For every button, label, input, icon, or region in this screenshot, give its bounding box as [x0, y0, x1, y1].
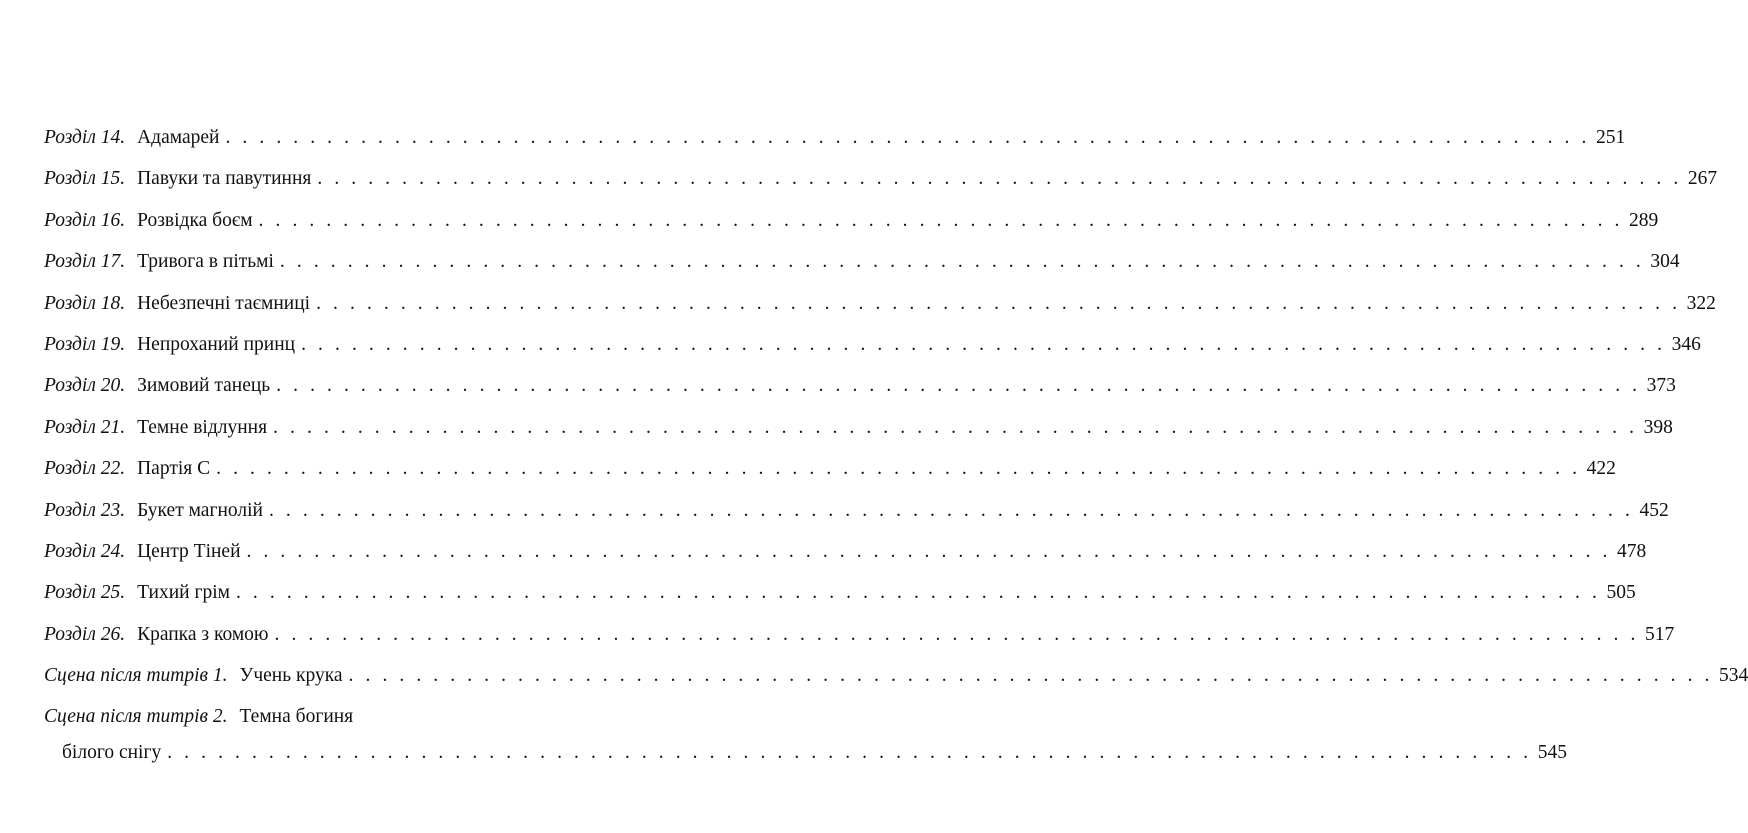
page-number: 545 — [1537, 742, 1567, 764]
chapter-label: Розділ 23. — [44, 499, 126, 521]
chapter-title: Темна богиня — [239, 706, 354, 728]
chapter-title: Крапка з комою — [137, 623, 269, 645]
chapter-label: Розділ 18. — [44, 292, 126, 314]
dot-leader: . . . . . . . . . . . . . . . . . . . . . . . . . . . . . . . . . . . . . . . . . . . . . . . . . . . . . . . . . . . . . . . . . . . . . . . . . . . . . . . . . — [268, 499, 1634, 521]
chapter-title: Павуки та павутиння — [137, 168, 312, 190]
page-number: 373 — [1646, 375, 1676, 397]
dot-leader: . . . . . . . . . . . . . . . . . . . . . . . . . . . . . . . . . . . . . . . . . . . . . . . . . . . . . . . . . . . . . . . . . . . . . . . . . . . . . . . . . — [258, 209, 1624, 231]
chapter-label: Розділ 26. — [44, 623, 126, 645]
dot-leader: . . . . . . . . . . . . . . . . . . . . . . . . . . . . . . . . . . . . . . . . . . . . . . . . . . . . . . . . . . . . . . . . . . . . . . . . . . . . . . . . . — [167, 742, 1532, 764]
chapter-title: Тихий грім — [137, 582, 230, 604]
dot-leader: . . . . . . . . . . . . . . . . . . . . . . . . . . . . . . . . . . . . . . . . . . . . . . . . . . . . . . . . . . . . . . . . . . . . . . . . . . . . . . . . . — [216, 458, 1581, 480]
chapter-label: Розділ 15. — [44, 168, 126, 190]
toc-entry — [44, 416, 1673, 459]
chapter-label: Розділ 22. — [44, 458, 126, 480]
dot-leader: . . . . . . . . . . . . . . . . . . . . . . . . . . . . . . . . . . . . . . . . . . . . . . . . . . . . . . . . . . . . . . . . . . . . . . . . . . . . . . . . . — [274, 623, 1639, 645]
page-number: 517 — [1644, 623, 1675, 645]
dot-leader: . . . . . . . . . . . . . . . . . . . . . . . . . . . . . . . . . . . . . . . . . . . . . . . . . . . . . . . . . . . . . . . . . . . . . . . . . . . . . . . . . — [246, 540, 1611, 562]
chapter-title: Учень крука — [239, 665, 343, 687]
page-number: 251 — [1595, 127, 1626, 148]
toc-entry — [44, 375, 1676, 417]
toc-entry — [44, 127, 1626, 169]
chapter-title: Центр Тіней — [137, 540, 241, 562]
toc-entry — [44, 251, 1680, 293]
dot-leader: . . . . . . . . . . . . . . . . . . . . . . . . . . . . . . . . . . . . . . . . . . . . . . . . . . . . . . . . . . . . . . . . . . . . . . . . . . . . . . . . . — [279, 251, 1645, 273]
toc-entry — [44, 540, 1647, 583]
dot-leader: . . . . . . . . . . . . . . . . . . . . . . . . . . . . . . . . . . . . . . . . . . . . . . . . . . . . . . . . . . . . . . . . . . . . . . . . . . . . . . . . . — [316, 292, 1681, 314]
chapter-label: Розділ 17. — [44, 251, 126, 273]
page-number: 304 — [1650, 251, 1680, 273]
toc-entry — [44, 706, 1567, 764]
chapter-title: Розвідка боєм — [137, 209, 253, 231]
dot-leader: . . . . . . . . . . . . . . . . . . . . . . . . . . . . . . . . . . . . . . . . . . . . . . . . . . . . . . . . . . . . . . . . . . . . . . . . . . . . . . . . . — [235, 582, 1601, 604]
page-number: 452 — [1639, 499, 1669, 521]
toc-entry — [44, 458, 1616, 500]
chapter-title: Адамарей — [137, 127, 220, 148]
page-number: 322 — [1686, 292, 1716, 314]
page-number: 289 — [1629, 209, 1659, 231]
page-number: 534 — [1719, 665, 1748, 687]
toc-entry — [44, 623, 1675, 666]
dot-leader: . . . . . . . . . . . . . . . . . . . . . . . . . . . . . . . . . . . . . . . . . . . . . . . . . . . . . . . . . . . . . . . . . . . . . . . . . . . . . . . . . — [348, 665, 1714, 687]
chapter-label: Розділ 21. — [44, 416, 126, 438]
chapter-title: Непроханий принц — [137, 333, 296, 355]
toc-entry — [44, 333, 1701, 376]
chapter-label: Розділ 25. — [44, 582, 126, 604]
toc-entry — [44, 168, 1718, 210]
chapter-title-continued: білого снігу — [62, 742, 162, 764]
page-number: 505 — [1606, 582, 1636, 604]
chapter-title: Зимовий танець — [137, 375, 271, 397]
dot-leader: . . . . . . . . . . . . . . . . . . . . . . . . . . . . . . . . . . . . . . . . . . . . . . . . . . . . . . . . . . . . . . . . . . . . . . . . . . . . . . . . . — [225, 127, 1590, 148]
chapter-label: Сцена після титрів 2. — [44, 706, 228, 728]
chapter-title: Небезпечні таємниці — [137, 292, 311, 314]
chapter-title: Темне відлуння — [137, 416, 268, 438]
chapter-label: Розділ 20. — [44, 375, 126, 397]
toc-entry — [44, 582, 1636, 624]
table-of-contents — [44, 127, 1748, 764]
chapter-label: Розділ 14. — [44, 127, 126, 148]
toc-entry — [44, 665, 1748, 707]
chapter-label: Сцена після титрів 1. — [44, 665, 228, 687]
chapter-label: Розділ 19. — [44, 333, 126, 355]
dot-leader: . . . . . . . . . . . . . . . . . . . . . . . . . . . . . . . . . . . . . . . . . . . . . . . . . . . . . . . . . . . . . . . . . . . . . . . . . . . . . . . . . — [273, 416, 1638, 438]
page-number: 422 — [1586, 458, 1616, 480]
page-number: 346 — [1671, 333, 1701, 355]
page-number: 478 — [1617, 540, 1647, 562]
chapter-label: Розділ 16. — [44, 209, 126, 231]
chapter-title: Тривога в пітьмі — [137, 251, 274, 273]
dot-leader: . . . . . . . . . . . . . . . . . . . . . . . . . . . . . . . . . . . . . . . . . . . . . . . . . . . . . . . . . . . . . . . . . . . . . . . . . . . . . . . . . — [276, 375, 1641, 397]
chapter-label: Розділ 24. — [44, 540, 126, 562]
chapter-title: Букет магнолій — [137, 499, 263, 521]
dot-leader: . . . . . . . . . . . . . . . . . . . . . . . . . . . . . . . . . . . . . . . . . . . . . . . . . . . . . . . . . . . . . . . . . . . . . . . . . . . . . . . . . — [301, 333, 1666, 355]
page-number: 267 — [1687, 168, 1718, 190]
toc-entry — [44, 209, 1659, 252]
toc-entry — [44, 499, 1669, 542]
chapter-title: Партія С — [137, 458, 211, 480]
toc-entry — [44, 292, 1716, 335]
dot-leader: . . . . . . . . . . . . . . . . . . . . . . . . . . . . . . . . . . . . . . . . . . . . . . . . . . . . . . . . . . . . . . . . . . . . . . . . . . . . . . . . . — [317, 168, 1682, 190]
page-number: 398 — [1643, 416, 1673, 438]
